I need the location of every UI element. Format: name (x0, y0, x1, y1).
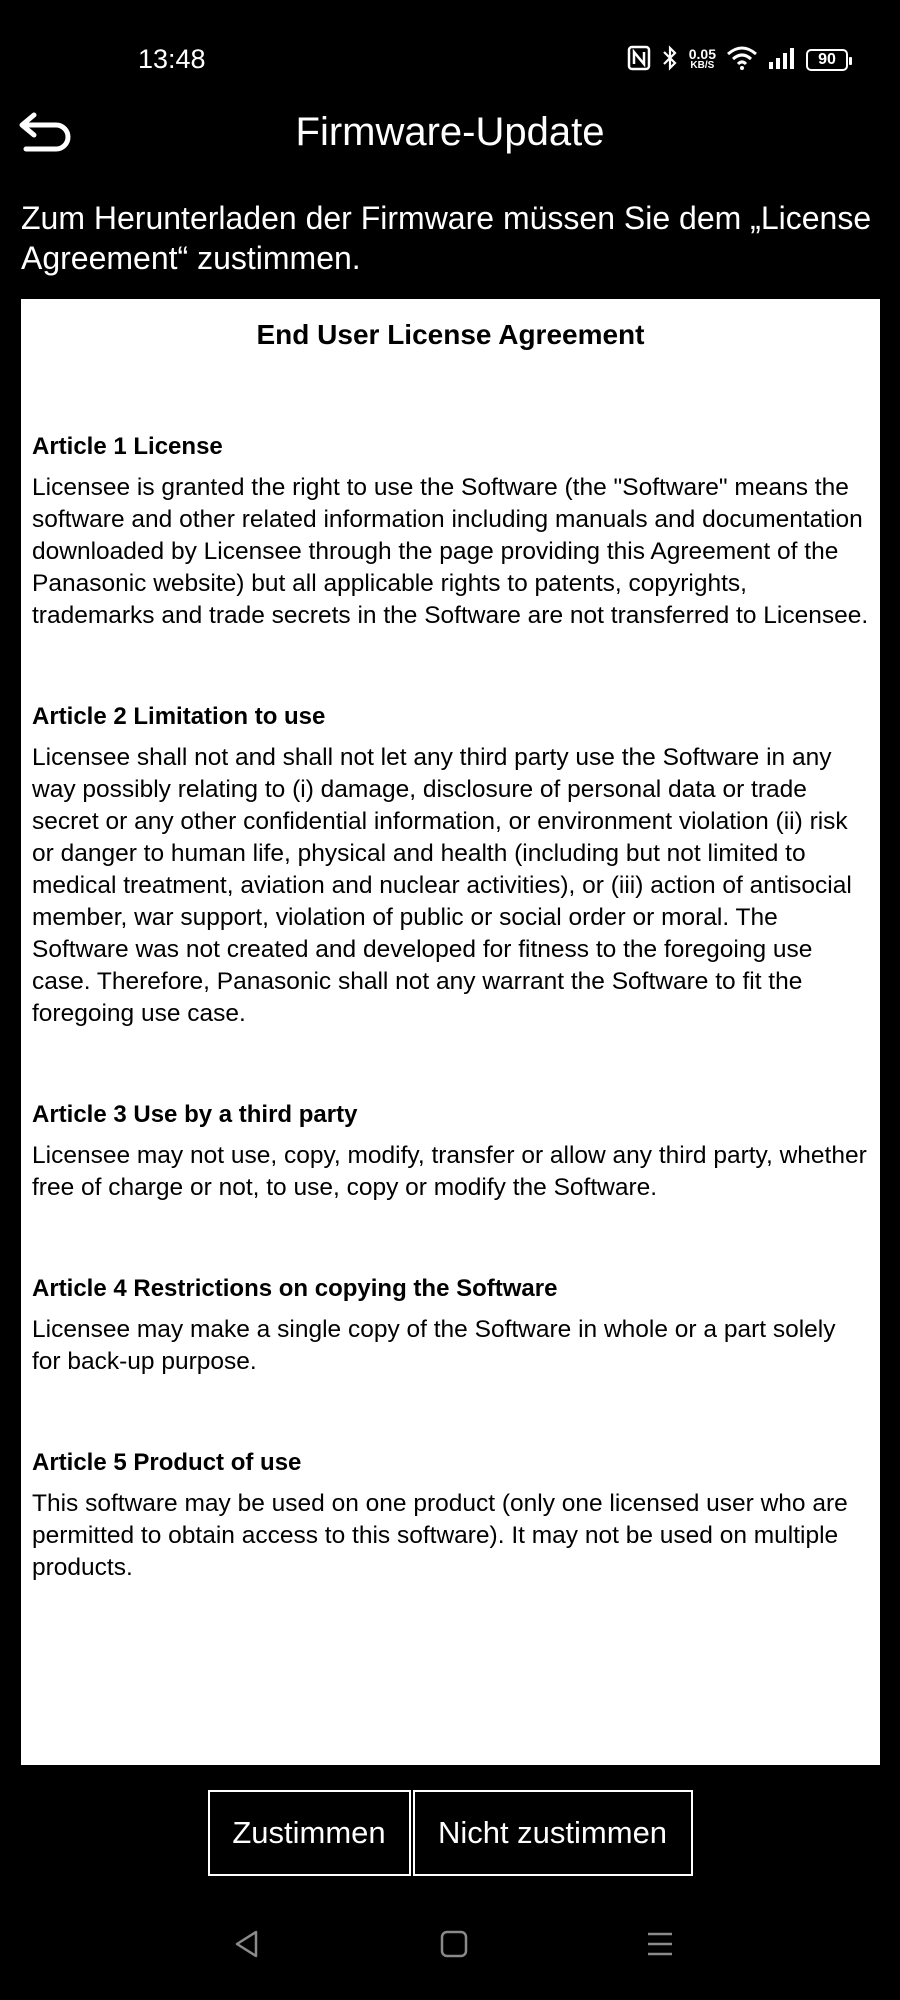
license-agreement-panel[interactable] (21, 299, 880, 1765)
article-body: Licensee shall not and shall not let any third party use the Software in any way possibly relating to (i) damage, disclosure of personal data or trade secret or any other confidential information, or environment violation (ii) risk or danger to human life, physical and health (including but not limited to medical treatment, aviation and nuclear activities), or (iii) action of antisocial member, war support, violation of public or social order or moral. The Software was not created and developed for fitness to the foregoing use case. Therefore, Panasonic shall not any warrant the Software to fit the foregoing use case. (32, 744, 852, 1027)
article-heading: Article 1 License (32, 433, 223, 460)
system-nav-bar (0, 1910, 900, 1980)
nav-back-icon (232, 1929, 262, 1964)
nav-back-button[interactable] (225, 1924, 269, 1968)
nav-home-button[interactable] (432, 1924, 476, 1968)
status-time: 13:48 (138, 44, 206, 74)
signal-icon (768, 46, 796, 75)
article-body: Licensee may not use, copy, modify, transfer or allow any third party, whether free of charge or not, to use, copy or modify the Software. (32, 1142, 867, 1201)
article-body: Licensee may make a single copy of the Software in whole or a part solely for back-up purpose. (32, 1316, 836, 1375)
article-heading: Article 5 Product of use (32, 1449, 302, 1476)
disagree-button[interactable]: Nicht zustimmen (413, 1790, 693, 1876)
license-title: End User License Agreement (256, 319, 645, 350)
article-1 (32, 432, 869, 632)
article-2 (32, 702, 869, 1030)
article-4 (32, 1274, 869, 1378)
nav-home-icon (439, 1929, 469, 1964)
article-body: Licensee is granted the right to use the Software (the "Software" means the software and other related information including manuals and documentation downloaded by Licensee through the page providing this Agreement of the Panasonic website) but all applicable rights to patents, copyrights, trademarks and trade secrets in the Software are not transferred to Licensee. (32, 474, 869, 629)
article-heading: Article 4 Restrictions on copying the Software (32, 1275, 558, 1302)
net-speed-value: 0.05 (688, 46, 716, 62)
nav-menu-button[interactable] (638, 1924, 682, 1968)
battery-level: 90 (818, 51, 836, 68)
header (0, 100, 900, 170)
status-icons (627, 44, 848, 76)
agree-button[interactable]: Zustimmen (208, 1790, 411, 1876)
nav-menu-icon (645, 1929, 675, 1964)
bluetooth-icon (661, 45, 679, 76)
net-speed-unit: KB/S (690, 60, 715, 71)
intro-text: Zum Herunterladen der Firmware müssen Sie dem „License Agreement“ zustimmen. (21, 200, 872, 276)
article-heading: Article 2 Limitation to use (32, 703, 326, 730)
nfc-icon (627, 45, 651, 76)
article-heading: Article 3 Use by a third party (32, 1101, 358, 1128)
battery-icon (806, 49, 848, 71)
page-title: Firmware-Update (295, 110, 605, 154)
net-speed (689, 48, 716, 72)
button-row (0, 1790, 900, 1876)
article-3 (32, 1100, 869, 1204)
article-body: This software may be used on one product (only one licensed user who are permitted to obtain access to this software). It may not be used on multiple products. (32, 1490, 848, 1581)
article-5 (32, 1448, 869, 1584)
wifi-icon (726, 45, 758, 76)
